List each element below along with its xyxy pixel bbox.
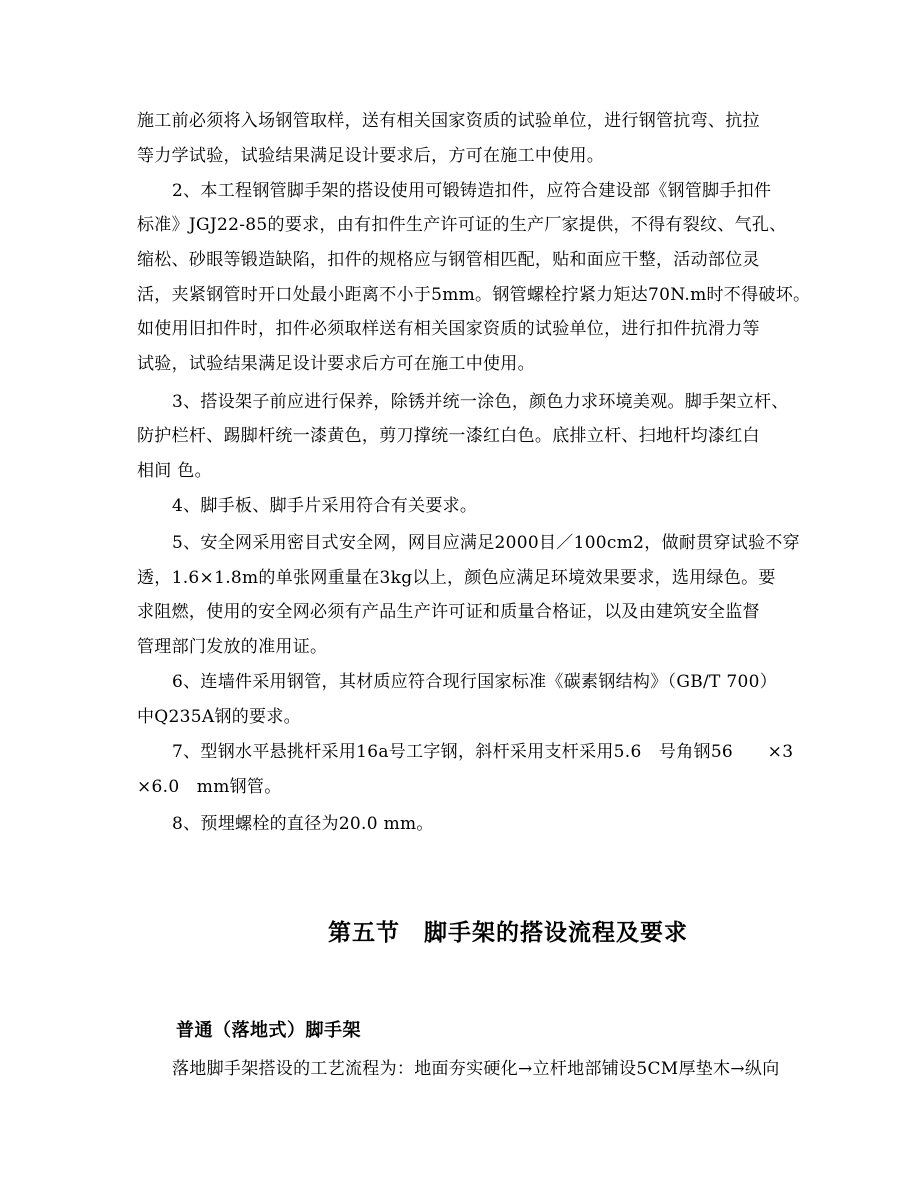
paragraph-6-line-2: 中Q235A钢的要求。 (137, 707, 301, 727)
paragraph-1-line-1: 施工前必须将入场钢管取样，送有相关国家资质的试验单位，进行钢管抗弯、抗拉 (137, 111, 760, 131)
paragraph-2-line-1: 2、本工程钢管脚手架的搭设使用可锻铸造扣件，应符合建设部《钢管脚手扣件 (172, 181, 772, 201)
paragraph-2-line-3: 缩松、砂眼等锻造缺陷，扣件的规格应与钢管相匹配，贴和面应干整，活动部位灵 (137, 250, 760, 270)
closing-line: 落地脚手架搭设的工艺流程为：地面夯实硬化→立杆地部铺设5CM厚垫木→纵向 (172, 1059, 780, 1079)
paragraph-2-line-6: 试验，试验结果满足设计要求后方可在施工中使用。 (137, 354, 535, 374)
paragraph-5-line-3: 求阻燃，使用的安全网必须有产品生产许可证和质量合格证，以及由建筑安全监督 (137, 602, 760, 622)
paragraph-3-line-2: 防护栏杆、踢脚杆统一漆黄色，剪刀撑统一漆红白色。底排立杆、扫地杆均漆红白 (137, 426, 760, 446)
section-title: 第五节 脚手架的搭设流程及要求 (328, 920, 688, 946)
paragraph-2-line-5: 如使用旧扣件时，扣件必须取样送有相关国家资质的试验单位，进行扣件抗滑力等 (137, 319, 760, 339)
paragraph-7-line-2: ×6.0 mm钢管。 (137, 777, 282, 797)
paragraph-4-line-1: 4、脚手板、脚手片采用符合有关要求。 (172, 496, 478, 516)
paragraph-3-line-1: 3、搭设架子前应进行保养，除锈并统一涂色，颜色力求环境美观。脚手架立杆、 (172, 392, 789, 412)
paragraph-3-line-3: 相间 色。 (137, 461, 212, 481)
paragraph-8-line-1: 8、预埋螺栓的直径为20.0 mm。 (172, 814, 434, 834)
paragraph-5-line-1: 5、安全网采用密目式安全网，网目应满足2000目／100cm2，做耐贯穿试验不穿 (172, 533, 800, 553)
paragraph-2-line-4: 活，夹紧钢管时开口处最小距离不小于5mm。钢管螺栓拧紧力矩达70N.m时不得破坏。 (137, 285, 811, 305)
subheading: 普通（落地式）脚手架 (176, 1020, 361, 1041)
paragraph-2-line-2: 标准》JGJ22-85的要求，由有扣件生产许可证的生产厂家提供，不得有裂纹、气孔、 (137, 215, 787, 235)
paragraph-5-line-4: 管理部门发放的准用证。 (137, 637, 328, 657)
paragraph-5-line-2: 透，1.6×1.8m的单张网重量在3kg以上，颜色应满足环境效果要求，选用绿色。要 (137, 568, 776, 588)
paragraph-6-line-1: 6、连墙件采用钢管，其材质应符合现行国家标准《碳素钢结构》（GB/T 700） (172, 672, 778, 692)
paragraph-1-line-2: 等力学试验，试验结果满足设计要求后，方可在施工中使用。 (137, 146, 605, 166)
paragraph-7-line-1: 7、型钢水平悬挑杆采用16a号工字钢，斜杆采用支杆采用5.6 号角钢56 ×3 (172, 742, 794, 762)
